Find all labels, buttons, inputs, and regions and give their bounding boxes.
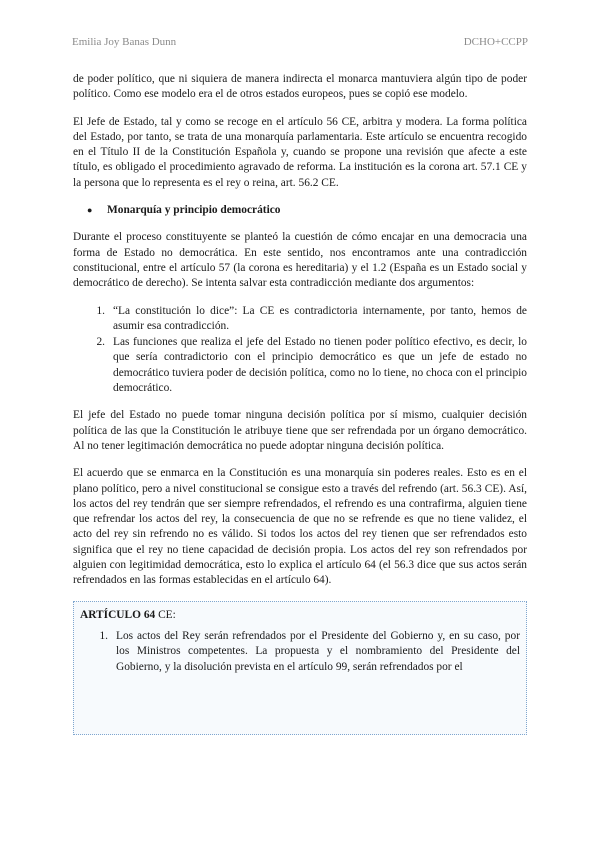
header-course: DCHO+CCPP bbox=[463, 36, 528, 48]
list-item-number: 1. bbox=[99, 629, 108, 642]
list-item bbox=[73, 335, 527, 396]
page-header bbox=[72, 36, 528, 48]
list-item-text: “La constitución lo dice”: La CE es contradictoria internamente, por tanto, hemos de asumir esa contradicción. bbox=[113, 304, 527, 332]
list-item-text: Las funciones que realiza el jefe del Estado no tienen poder político efectivo, es decir, lo que sería contradictorio con el principio democrático es que un jefe de estado no democrático tuviera poder de decisión política, como no lo tiene, no choca con el principio democrático. bbox=[113, 336, 527, 395]
box-title bbox=[80, 608, 520, 623]
page-content bbox=[73, 72, 527, 735]
list-item-number: 1. bbox=[96, 304, 105, 317]
paragraph-5: El acuerdo que se enmarca en la Constitución es una monarquía sin poderes reales. Esto es en el plano político, pero a nivel constitucional se consigue esto a través del refrendo (art. 56.3 CE). Así, los actos del rey tendrán que ser siempre refrendados, el refrendo es una contrafirma, alguien tiene que refrendar los actos del rey, la consecuencia de que no se refrende es que no tiene validez, el acto del rey sin refrendo no es válido. Si todos los actos del rey tienen que ser refrendados esto significa que el rey no tiene capacidad de decisión propia. Los actos del rey son refrendados por alguien con legitimidad democrática, esto lo explica el artículo 64 (el 56.3 dice que sus actos serán refrendados en las formas establecidas en el artículo 64). bbox=[73, 467, 527, 587]
paragraph-4: El jefe del Estado no puede tomar ninguna decisión política por sí mismo, cualquier decisión política de las que la Constitución le atribuye tiene que ser refrendada por un órgano democrático. Al no tener legitimación democrática no puede adoptar ninguna decisión política. bbox=[73, 409, 527, 452]
box-title-bold: ARTÍCULO 64 bbox=[80, 608, 156, 621]
box-list bbox=[80, 629, 520, 675]
paragraph-2: El Jefe de Estado, tal y como se recoge en el artículo 56 CE, arbitra y modera. La forma política del Estado, por tanto, se trata de una monarquía parlamentaria. Este artículo se encuentra recogido en el Título II de la Constitución Española y, cuando se propone una revisión que afecte a este título, es obligado el procedimiento agravado de reforma. La institución es la corona art. 57.1 CE y la persona que lo representa es el rey o reina, art. 56.2 CE. bbox=[73, 115, 527, 189]
article-64-box bbox=[73, 601, 527, 735]
list-item bbox=[80, 629, 520, 675]
section-heading bbox=[87, 203, 527, 218]
list-item bbox=[73, 304, 527, 335]
list-item-text: Los actos del Rey serán refrendados por el Presidente del Gobierno y, en su caso, por los Ministros competentes. La propuesta y el nombramiento del Presidente del Gobierno, y la disolución prevista en el artículo 99, serán refrendados por el bbox=[116, 629, 520, 673]
header-author: Emilia Joy Banas Dunn bbox=[72, 36, 177, 48]
arguments-list bbox=[73, 304, 527, 397]
paragraph-1: de poder político, que ni siquiera de manera indirecta el monarca mantuviera algún tipo de poder político. Como ese modelo era el de otros estados europeos, pues se copió ese modelo. bbox=[73, 73, 527, 101]
bullet-icon: ● bbox=[87, 205, 93, 216]
section-heading-text: Monarquía y principio democrático bbox=[107, 204, 281, 217]
paragraph-3: Durante el proceso constituyente se planteó la cuestión de cómo encajar en una democracia una forma de Estado no democrática. En este sentido, nos encontramos ante una contradicción constitucional, entre el artículo 57 (la corona es hereditaria) y el 1.2 (España es un Estado social y democrático de derecho). Se intenta salvar esta contradicción mediante dos argumentos: bbox=[73, 231, 527, 290]
list-item-number: 2. bbox=[96, 336, 105, 349]
box-title-rest: CE: bbox=[155, 608, 176, 621]
